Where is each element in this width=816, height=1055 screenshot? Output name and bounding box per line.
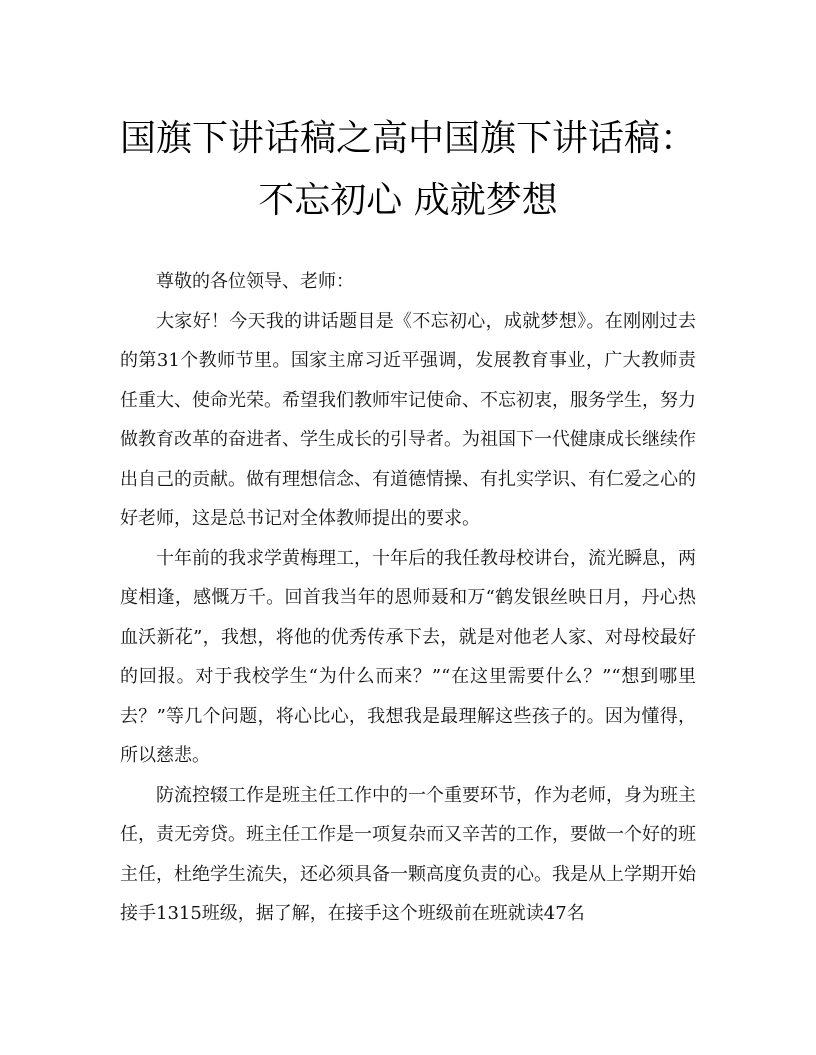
paragraph: 大家好！今天我的讲话题目是《不忘初心，成就梦想》。在刚刚过去的第31个教师节里。国家主席习近平强调，发展教育事业，广大教师责任重大、使命光荣。希望我们教师牢记使命、不忘初衷，服务学生，努力做教育改革的奋进者、学生成长的引导者。为祖国下一代健康成长继续作出自己的贡献。做有理想信念、有道德情操、有扎实学识、有仁爱之心的好老师，这是总书记对全体教师提出的要求。: [120, 310, 696, 529]
salutation: 尊敬的各位领导、老师：: [156, 271, 354, 292]
document-title: 国旗下讲话稿之高中国旗下讲话稿：不忘初心 成就梦想: [119, 118, 696, 221]
document-body: [120, 262, 696, 934]
paragraph: 防流控辍工作是班主任工作中的一个重要环节，作为老师，身为班主任，责无旁贷。班主任工作是一项复杂而又辛苦的工作，要做一个好的班主任，杜绝学生流失，还必须具备一颗高度负责的心。我是从上学期开始接手1315班级，据了解，在接手这个班级前在班就读47名: [120, 784, 696, 924]
paragraph: 十年前的我求学黄梅理工，十年后的我任教母校讲台，流光瞬息，两度相逢，感慨万千。回首我当年的恩师聂和万“鹤发银丝映日月，丹心热血沃新花”，我想，将他的优秀传承下去，就是对他老人家、对母校最好的回报。对于我校学生“为什么而来？”“在这里需要什么？”“想到哪里去？”等几个问题，将心比心，我想我是最理解这些孩子的。因为懂得，所以慈悲。: [120, 547, 696, 766]
